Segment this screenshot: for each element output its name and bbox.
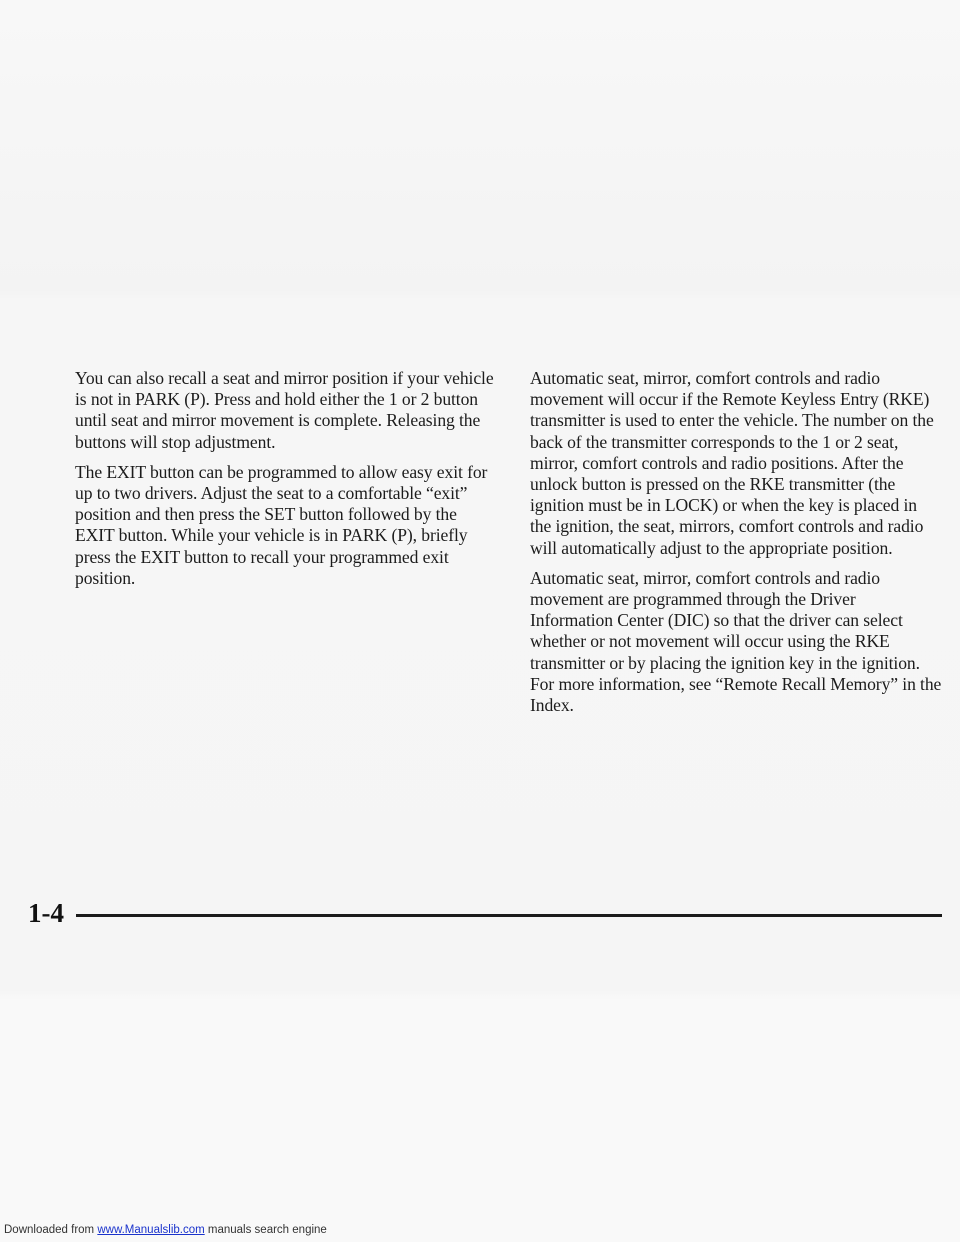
right-column <box>530 368 942 725</box>
paragraph-exit-button: The EXIT button can be programmed to allow easy exit for up to two drivers. Adjust the seat to a comfortable “exit” position and then press the SET button followed by the EXIT button. While your vehicle is in PARK (P), briefly press the EXIT button to recall your programmed exit position. <box>75 461 488 588</box>
download-watermark <box>4 1222 327 1238</box>
manualslib-link[interactable]: www.Manualslib.com <box>97 1224 205 1236</box>
page-footer <box>28 895 942 931</box>
paragraph-recall-position: You can also recall a seat and mirror position if your vehicle is not in PARK (P). Press and hold either the 1 or 2 button until seat and mirror movement is complete. Releasing the buttons will stop adjustment. <box>75 368 494 452</box>
paragraph-dic-programming: Automatic seat, mirror, comfort controls and radio movement are programmed through the Driver Information Center (DIC) so that the driver can select whether or not movement will occur using the RKE transmitter or by placing the ignition key in the ignition. For more information, see “Remote Recall Memory” in the Index. <box>530 567 942 716</box>
footer-rule <box>76 914 942 917</box>
left-column <box>75 368 495 598</box>
watermark-prefix: Downloaded from <box>4 1224 98 1236</box>
watermark-suffix: manuals search engine <box>204 1224 327 1236</box>
paragraph-automatic-movement: Automatic seat, mirror, comfort controls and radio movement will occur if the Remote Keyless Entry (RKE) transmitter is used to enter the vehicle. The number on the back of the transmitter corresponds to the 1 or 2 seat, mirror, comfort controls and radio positions. After the unlock button is pressed on the RKE transmitter (the ignition must be in LOCK) or when the key is placed in the ignition, the seat, mirrors, comfort controls and radio will automatically adjust to the appropriate position. <box>530 368 934 558</box>
page-number: 1-4 <box>28 898 64 928</box>
